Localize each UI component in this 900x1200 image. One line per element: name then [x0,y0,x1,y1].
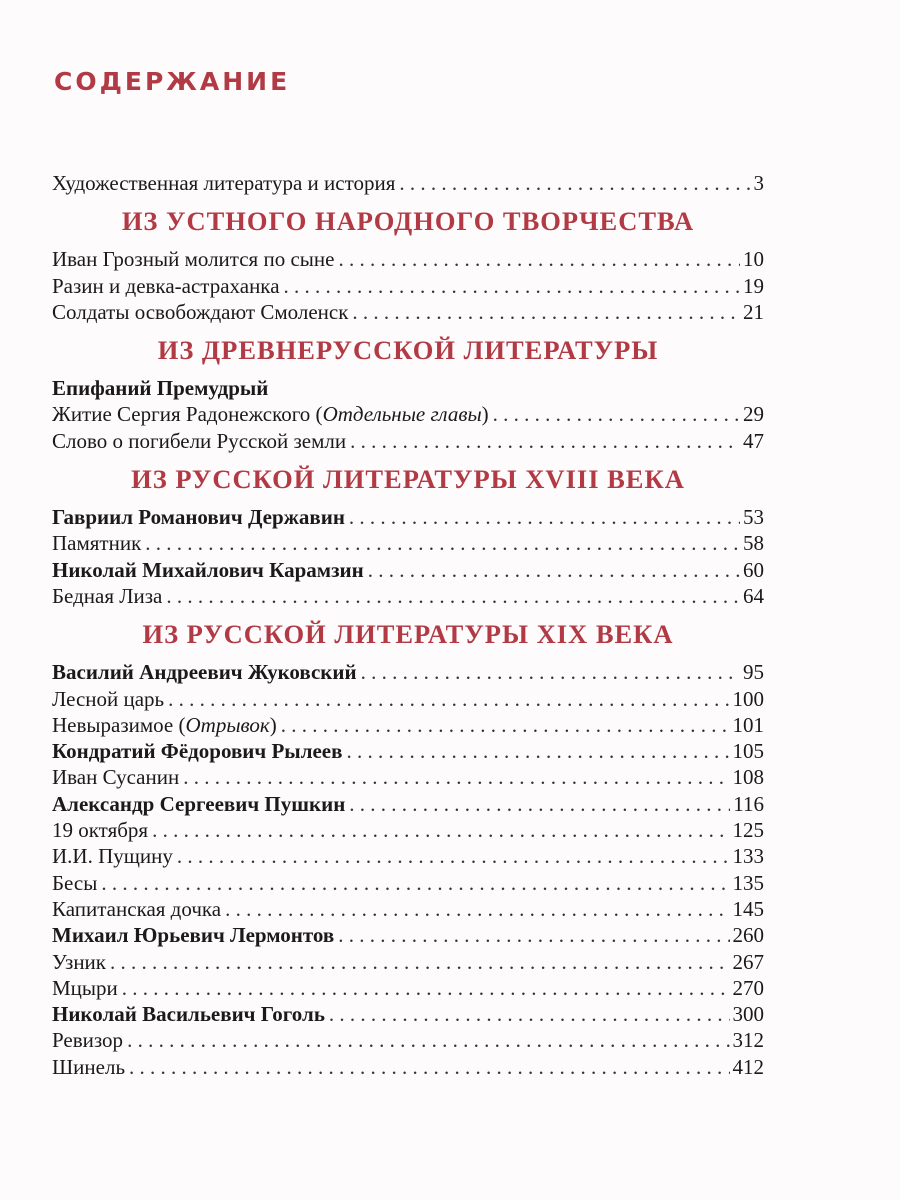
entry-page: 116 [733,791,764,816]
dot-leader [350,428,740,454]
toc-entry [52,170,764,196]
toc-entry [52,843,764,869]
section-heading: ИЗ ДРЕВНЕРУССКОЙ ЛИТЕРАТУРЫ [157,335,659,366]
entry-page: 64 [743,583,764,608]
entry-page: 100 [732,686,764,711]
entry-page: 412 [732,1054,764,1079]
dot-leader [145,530,740,556]
entry-page: 95 [743,660,764,685]
dot-leader [284,273,740,299]
entry-title: 19 октября [52,818,149,843]
entry-title: Житие Сергия Радонежского (Отдельные главы) [52,402,489,427]
author-name: Гавриил Романович Державин [52,505,345,530]
toc-entry [52,791,764,817]
dot-leader [368,557,740,583]
dot-leader [346,738,729,764]
entry-page: 3 [753,171,764,195]
toc-entry [52,659,764,685]
entry-title: Памятник [52,531,142,556]
entry-page: 19 [743,273,764,298]
entry-title: Шинель [52,1054,126,1079]
dot-leader [399,170,750,196]
entry-page: 101 [732,712,764,737]
toc-entry [52,273,764,299]
section-entries [52,659,764,1080]
dot-leader [225,896,729,922]
section-heading: ИЗ УСТНОГО НАРОДНОГО ТВОРЧЕСТВА [121,206,695,237]
section-entries [52,504,764,609]
entry-title: Художественная литература и история [52,171,396,195]
author-name: Николай Васильевич Гоголь [52,1002,325,1027]
toc-entry [52,557,764,583]
entry-page: 105 [732,739,764,764]
dot-leader [349,791,730,817]
entry-title: Ревизор [52,1028,124,1053]
entry-title: Бедная Лиза [52,583,163,608]
entry-title: Мцыри [52,975,118,1000]
entry-page: 300 [732,1002,764,1027]
dot-leader [183,764,729,790]
toc-entry [52,949,764,975]
entry-page: 21 [743,299,764,324]
dot-leader [166,583,740,609]
dot-leader [168,686,729,712]
dot-leader [281,712,730,738]
entry-title: Бесы [52,870,98,895]
entry-page: 135 [732,870,764,895]
dot-leader [122,975,730,1001]
entry-title: Лесной царь [52,686,165,711]
toc-entry [52,817,764,843]
toc-entry [52,401,764,427]
toc-entry [52,428,764,454]
entry-title: Капитанская дочка [52,896,222,921]
entry-page: 58 [743,531,764,556]
dot-leader [338,246,740,272]
entry-page: 125 [732,818,764,843]
entry-page: 260 [732,923,764,948]
toc-entry [52,738,764,764]
entry-page: 108 [732,765,764,790]
toc-entry [52,712,764,738]
author-name: Николай Михайлович Карамзин [52,557,364,582]
toc-entry [52,246,764,272]
dot-leader [352,299,740,325]
toc-entry [52,1027,764,1053]
entry-page: 47 [743,428,764,453]
entry-title: Иван Грозный молится по сыне [52,247,335,272]
toc-entry [52,922,764,948]
author-name: Василий Андреевич Жуковский [52,660,357,685]
dot-leader [338,922,729,948]
dot-leader [177,843,730,869]
entry-page: 133 [732,844,764,869]
toc-entry [52,1001,764,1027]
toc-entry [52,764,764,790]
entry-page: 53 [743,505,764,530]
author-name: Кондратий Фёдорович Рылеев [52,739,343,764]
dot-leader [349,504,740,530]
author-name: Александр Сергеевич Пушкин [52,791,346,816]
contents-title: СОДЕРЖАНИЕ [54,67,291,96]
author-name: Епифаний Премудрый [52,376,269,401]
dot-leader [101,870,729,896]
dot-leader [152,817,729,843]
entry-page: 312 [732,1028,764,1053]
toc-entry [52,299,764,325]
entry-title-italic: Отрывок [185,712,270,737]
entry-title-italic: Отдельные главы [322,402,482,427]
table-of-contents [52,62,764,1080]
entry-page: 145 [732,896,764,921]
entry-title: Узник [52,949,106,974]
toc-entry [52,1054,764,1080]
section-heading: ИЗ РУССКОЙ ЛИТЕРАТУРЫ XIX ВЕКА [142,619,674,650]
entry-title: Слово о погибели Русской земли [52,428,347,453]
toc-entry [52,975,764,1001]
entry-title: Солдаты освобождают Смоленск [52,299,349,324]
dot-leader [329,1001,730,1027]
section-heading: ИЗ РУССКОЙ ЛИТЕРАТУРЫ XVIII ВЕКА [131,464,685,495]
dot-leader [110,949,730,975]
toc-entry [52,504,764,530]
dot-leader [127,1027,729,1053]
toc-entry [52,530,764,556]
entry-page: 270 [732,975,764,1000]
entry-title: Иван Сусанин [52,765,180,790]
toc-entry [52,870,764,896]
dot-leader [361,659,740,685]
toc-entry [52,583,764,609]
toc-entry [52,896,764,922]
dot-leader [129,1054,729,1080]
author-name: Михаил Юрьевич Лермонтов [52,923,335,948]
entry-page: 60 [743,557,764,582]
entry-title: И.И. Пущину [52,844,173,869]
entry-page: 29 [743,402,764,427]
entry-title: Невыразимое (Отрывок) [52,712,277,737]
entry-page: 267 [732,949,764,974]
dot-leader [493,401,740,427]
toc-entry [52,686,764,712]
entry-title: Разин и девка-астраханка [52,273,280,298]
entry-page: 10 [743,247,764,272]
